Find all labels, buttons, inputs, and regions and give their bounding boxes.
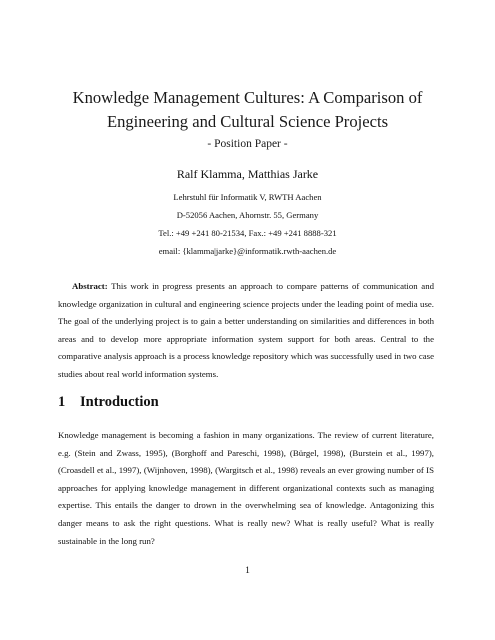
paper-title [40,86,455,134]
abstract-label: Abstract: [72,281,108,291]
title-line-2: Engineering and Cultural Science Projects [106,112,389,131]
section-heading [58,394,159,411]
section-title: Introduction [80,394,159,410]
affiliation-phone: Tel.: +49 +241 80-21534, Fax.: +49 +241 8888-321 [158,228,337,238]
paper-authors: Ralf Klamma, Matthias Jarke [176,167,319,181]
section-number: 1 [58,394,66,410]
affiliation-address: D-52056 Aachen, Ahornstr. 55, Germany [176,210,319,220]
title-line-1: Knowledge Management Cultures: A Comparison of [72,88,423,107]
abstract-text: This work in progress presents an approach to compare patterns of communication and knowledge organization in cultural and engineering science projects under the leading point of media use. The goal of the underlying project is to gain a better understanding on similarities and differences in both areas and to develop more appropriate information system support for both areas. Central to the comparative analysis approach is a process knowledge repository which was successfully used in two case studies about real world information systems. [58,281,434,379]
affiliation-institute: Lehrstuhl für Informatik V, RWTH Aachen [173,192,322,202]
paper-subtitle: - Position Paper - [207,138,288,150]
page-number: 1 [245,566,250,576]
abstract [58,278,434,384]
introduction-paragraph: Knowledge management is becoming a fashion in many organizations. The review of current literature, e.g. (Stein and Zwass, 1995), (Borghoff and Pareschi, 1998), (Bürgel, 1998), (Burstein et al., 1997), (Croasdell et al., 1997), (Wijnhoven, 1998), (Wargitsch et al., 1998) reveals an ever growing number of IS approaches for applying knowledge management in different organizational contexts such as managing expertise. This entails the danger to drown in the overwhelming sea of knowledge. Antagonizing this danger means to ask the right questions. What is really new? What is really useful? What is really sustainable in the long run? [58,430,434,546]
affiliation-email: email: {klamma|jarke}@informatik.rwth-aachen.de [158,246,337,256]
